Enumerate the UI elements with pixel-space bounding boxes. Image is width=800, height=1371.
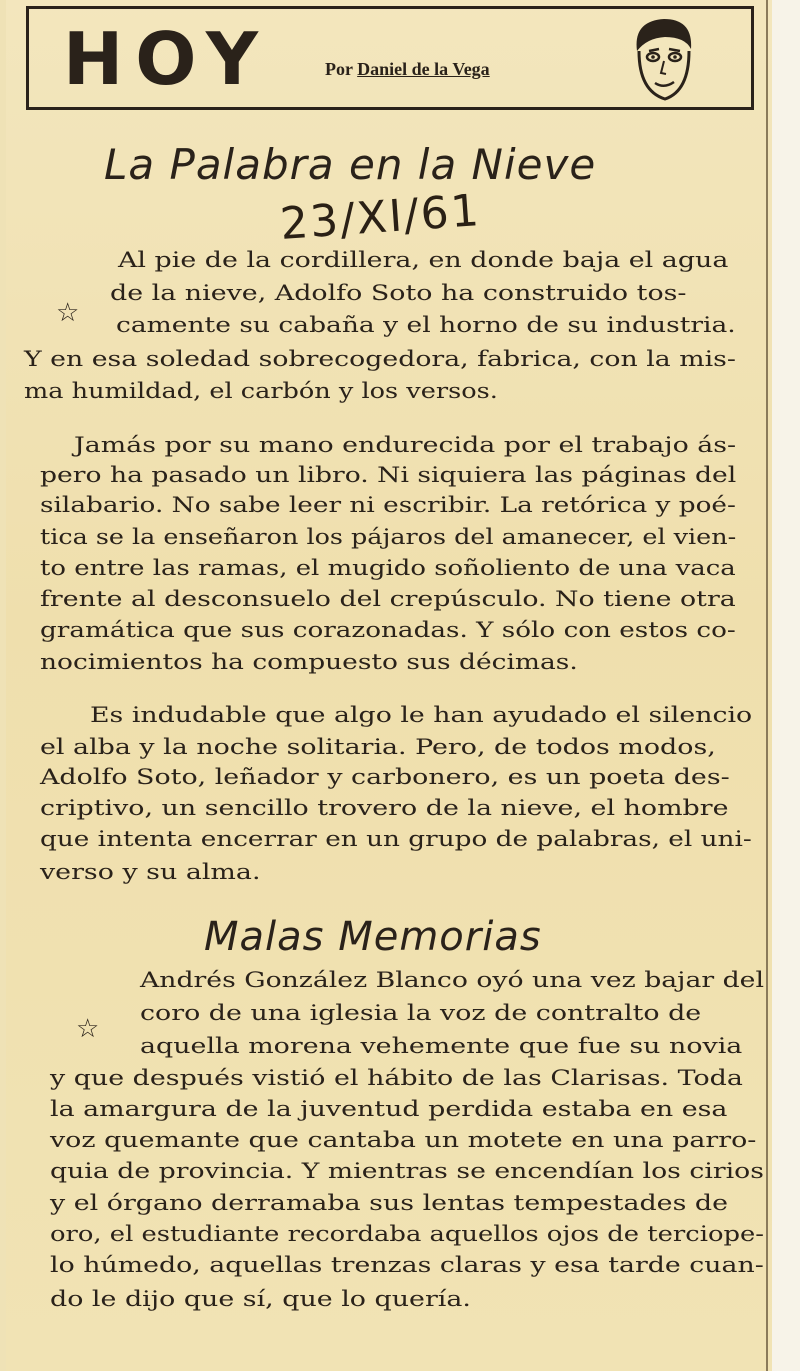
byline [325,59,490,80]
article-headline-2: Malas Memorias [204,914,542,960]
byline-prefix: Por [325,59,353,79]
author-portrait-icon [619,11,709,105]
text-line: quia de provincia. Y mientras se encendían los cirios [50,1159,764,1184]
text-line: ma humildad, el carbón y los versos. [24,379,498,404]
text-line: to entre las ramas, el mugido soñoliento de una vaca [40,556,736,581]
byline-author: Daniel de la Vega [357,59,490,79]
text-line: Es indudable que algo le han ayudado el silencio [90,703,753,728]
text-line: lo húmedo, aquellas trenzas claras y esa tarde cuan- [50,1253,764,1278]
text-line: Y en esa soledad sobrecogedora, fabrica, con la mis- [24,347,736,372]
text-line: el alba y la noche solitaria. Pero, de todos modos, [40,735,716,760]
star-icon: ☆ [76,1014,100,1044]
text-line: coro de una iglesia la voz de contralto de [140,1001,702,1026]
text-line: Adolfo Soto, leñador y carbonero, es un poeta des- [40,765,730,790]
text-line: aquella morena vehemente que fue su novia [140,1034,743,1059]
text-line: tica se la enseñaron los pájaros del amanecer, el vien- [40,525,737,550]
article-headline-1: La Palabra en la Nieve [104,140,597,189]
text-line: oro, el estudiante recordaba aquellos ojos de terciope- [50,1222,764,1247]
text-line: y el órgano derramaba sus lentas tempestades de [50,1191,729,1216]
text-line: voz quemante que cantaba un motete en una parro- [50,1128,757,1153]
text-line: Andrés González Blanco oyó una vez bajar del [140,968,765,993]
text-line: y que después vistió el hábito de las Clarisas. Toda [50,1066,743,1091]
column-title: HOY [63,17,271,101]
text-line: que intenta encerrar en un grupo de palabras, el uni- [40,827,752,852]
text-line: camente su cabaña y el horno de su industria. [116,313,736,338]
text-line: criptivo, un sencillo trovero de la nieve, el hombre [40,796,729,821]
text-line: Jamás por su mano endurecida por el trabajo ás- [74,433,737,458]
text-line: silabario. No sabe leer ni escribir. La retórica y poé- [40,493,736,518]
text-line: do le dijo que sí, que lo quería. [50,1287,471,1312]
text-line: la amargura de la juventud perdida estaba en esa [50,1097,728,1122]
text-line: verso y su alma. [40,860,261,885]
column-masthead [26,6,754,110]
star-icon: ☆ [56,298,80,328]
text-line: Al pie de la cordillera, en donde baja el agua [118,248,729,273]
text-line: frente al desconsuelo del crepúsculo. No tiene otra [40,587,736,612]
text-line: nocimientos ha compuesto sus décimas. [40,650,578,675]
clipping-edge [766,0,768,1371]
handwritten-date: 23/XI/61 [278,185,483,250]
text-line: gramática que sus corazonadas. Y sólo con estos co- [40,618,736,643]
page-margin [772,0,800,1371]
text-line: de la nieve, Adolfo Soto ha construido tos- [110,281,687,306]
text-line: pero ha pasado un libro. Ni siquiera las páginas del [40,463,737,488]
